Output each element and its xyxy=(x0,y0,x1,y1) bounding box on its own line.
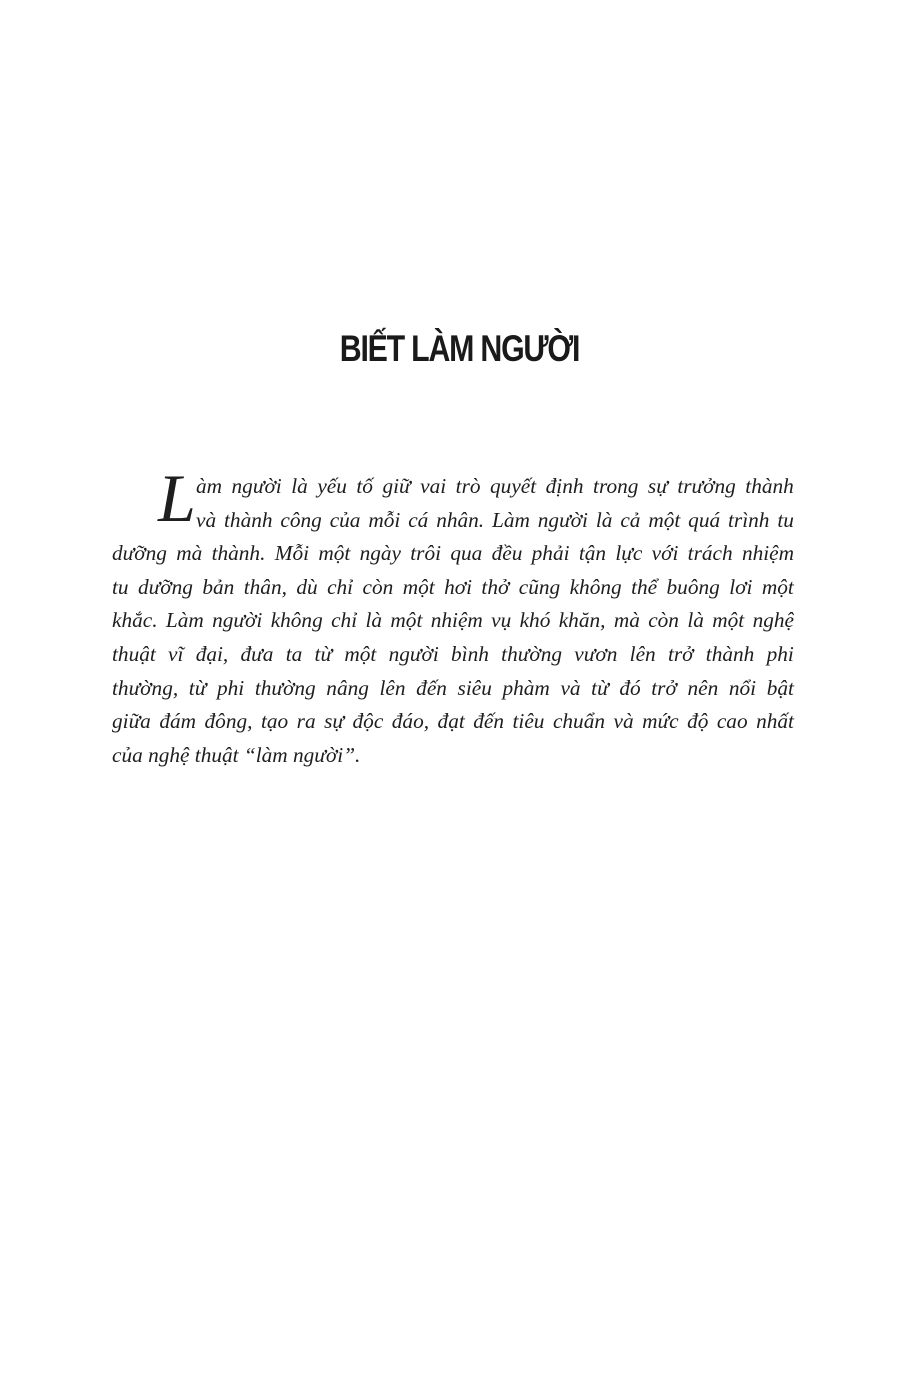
paragraph-line: thuật vĩ đại, đưa ta từ một người bình thường vươn lên trở thành phi xyxy=(112,641,794,666)
paragraph-line: của nghệ thuật “làm người”. xyxy=(112,742,361,767)
paragraph-line: àm người là yếu tố giữ vai trò quyết định trong sự trưởng thành xyxy=(196,474,794,498)
body-paragraph xyxy=(112,460,794,772)
drop-cap: L xyxy=(158,460,196,536)
paragraph-line: và thành công của mỗi cá nhân. Làm người là cả một quá trình tu xyxy=(196,507,794,532)
paragraph-line: dưỡng mà thành. Mỗi một ngày trôi qua đều phải tận lực với trách nhiệm xyxy=(112,541,794,566)
chapter-title: BIẾT LÀM NGƯỜI xyxy=(339,328,580,369)
paragraph-line: tu dưỡng bản thân, dù chỉ còn một hơi thở cũng không thể buông lơi một xyxy=(112,574,794,599)
paragraph-line: khắc. Làm người không chỉ là một nhiệm vụ khó khăn, mà còn là một nghệ xyxy=(112,608,794,633)
paragraph-line: giữa đám đông, tạo ra sự độc đáo, đạt đến tiêu chuẩn và mức độ cao nhất xyxy=(112,709,794,734)
paragraph-line: thường, từ phi thường nâng lên đến siêu phàm và từ đó trở nên nổi bật xyxy=(112,675,794,700)
